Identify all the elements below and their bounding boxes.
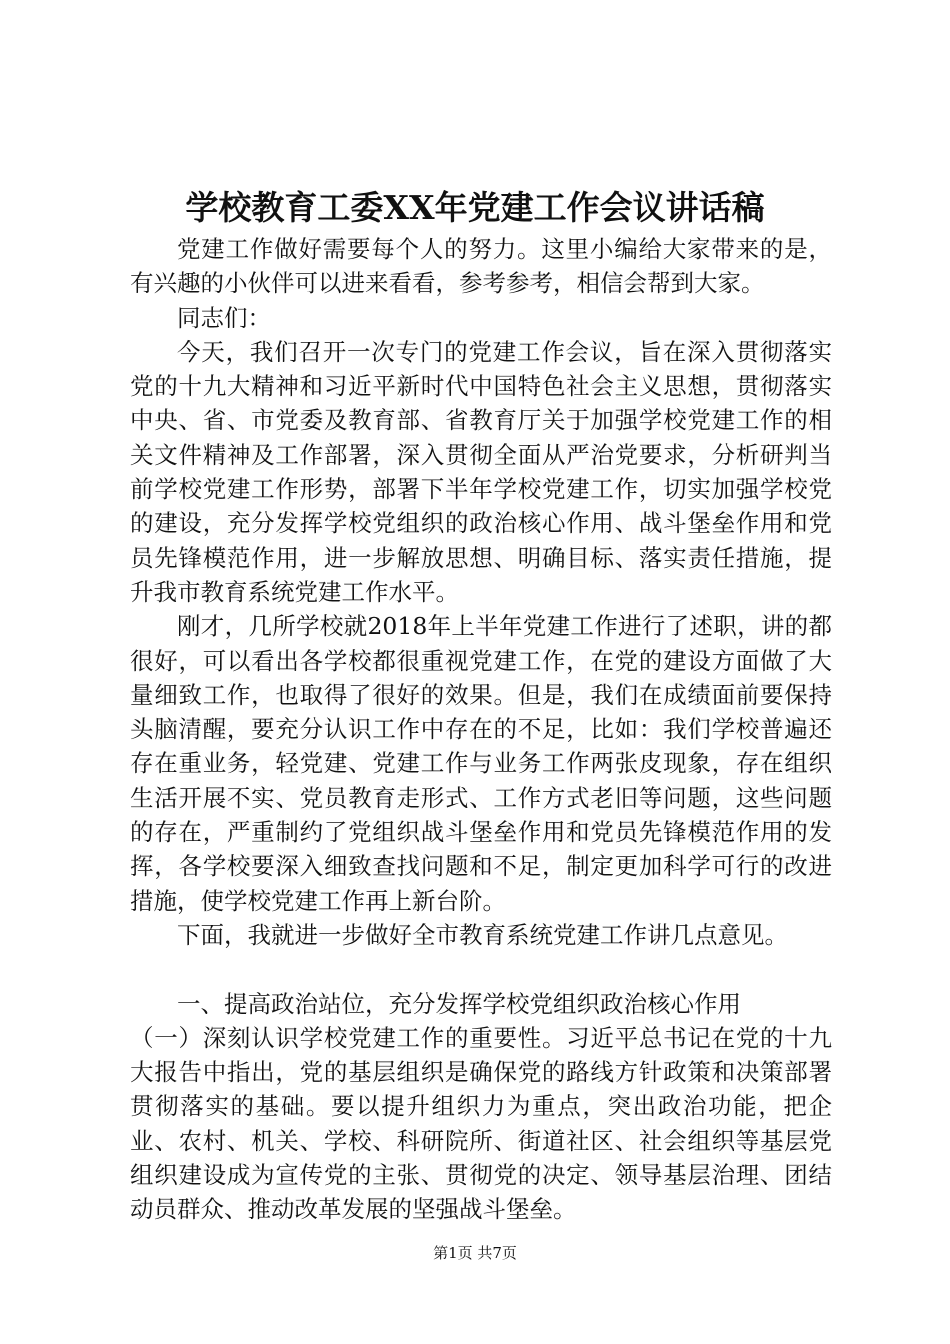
- body-paragraph: 下面，我就进一步做好全市教育系统党建工作讲几点意见。: [177, 920, 788, 949]
- body-paragraph: 刚才，几所学校就2018年上半年党建工作进行了述职，讲的都很好，可以看出各学校都很重视党建工作，在党的建设方面做了大量细致工作，也取得了很好的效果。但是，我们在成绩面前要保持头脑清醒，要充分认识工作中存在的不足，比如：我们学校普遍还存在重业务，轻党建、党建工作与业务工作两张皮现象，存在组织生活开展不实、党员教育走形式、工作方式老旧等问题，这些问题的存在，严重制约了党组织战斗堡垒作用和党员先锋模范作用的发挥，各学校要深入细致查找问题和不足，制定更加科学可行的改进措施，使学校党建工作再上新台阶。: [130, 612, 832, 915]
- document-body: [130, 232, 832, 1227]
- salutation: 同志们：: [177, 303, 271, 332]
- body-paragraph: （一）深刻认识学校党建工作的重要性。习近平总书记在党的十九大报告中指出，党的基层组织是确保党的路线方针政策和决策部署贯彻落实的基础。要以提升组织力为重点，突出政治功能，把企业、农村、机关、学校、科研院所、街道社区、社会组织等基层党组织建设成为宣传党的主张、贯彻党的决定、领导基层治理、团结动员群众、推动改革发展的坚强战斗堡垒。: [130, 1023, 832, 1224]
- blank-line: [130, 952, 832, 986]
- document-title: 学校教育工委XX年党建工作会议讲话稿: [185, 188, 765, 227]
- section-heading: 一、提高政治站位，充分发挥学校党组织政治核心作用: [177, 989, 741, 1018]
- intro-paragraph: 党建工作做好需要每个人的努力。这里小编给大家带来的是，有兴趣的小伙伴可以进来看看，参考参考，相信会帮到大家。: [130, 235, 832, 298]
- body-paragraph: 今天，我们召开一次专门的党建工作会议，旨在深入贯彻落实党的十九大精神和习近平新时代中国特色社会主义思想，贯彻落实中央、省、市党委及教育部、省教育厅关于加强学校党建工作的相关文件精神及工作部署，深入贯彻全面从严治党要求，分析研判当前学校党建工作形势，部署下半年学校党建工作，切实加强学校党的建设，充分发挥学校党组织的政治核心作用、战斗堡垒作用和党员先锋模范作用，进一步解放思想、明确目标、落实责任措施，提升我市教育系统党建工作水平。: [130, 337, 832, 606]
- page-number: 第1页 共7页: [433, 1244, 517, 1262]
